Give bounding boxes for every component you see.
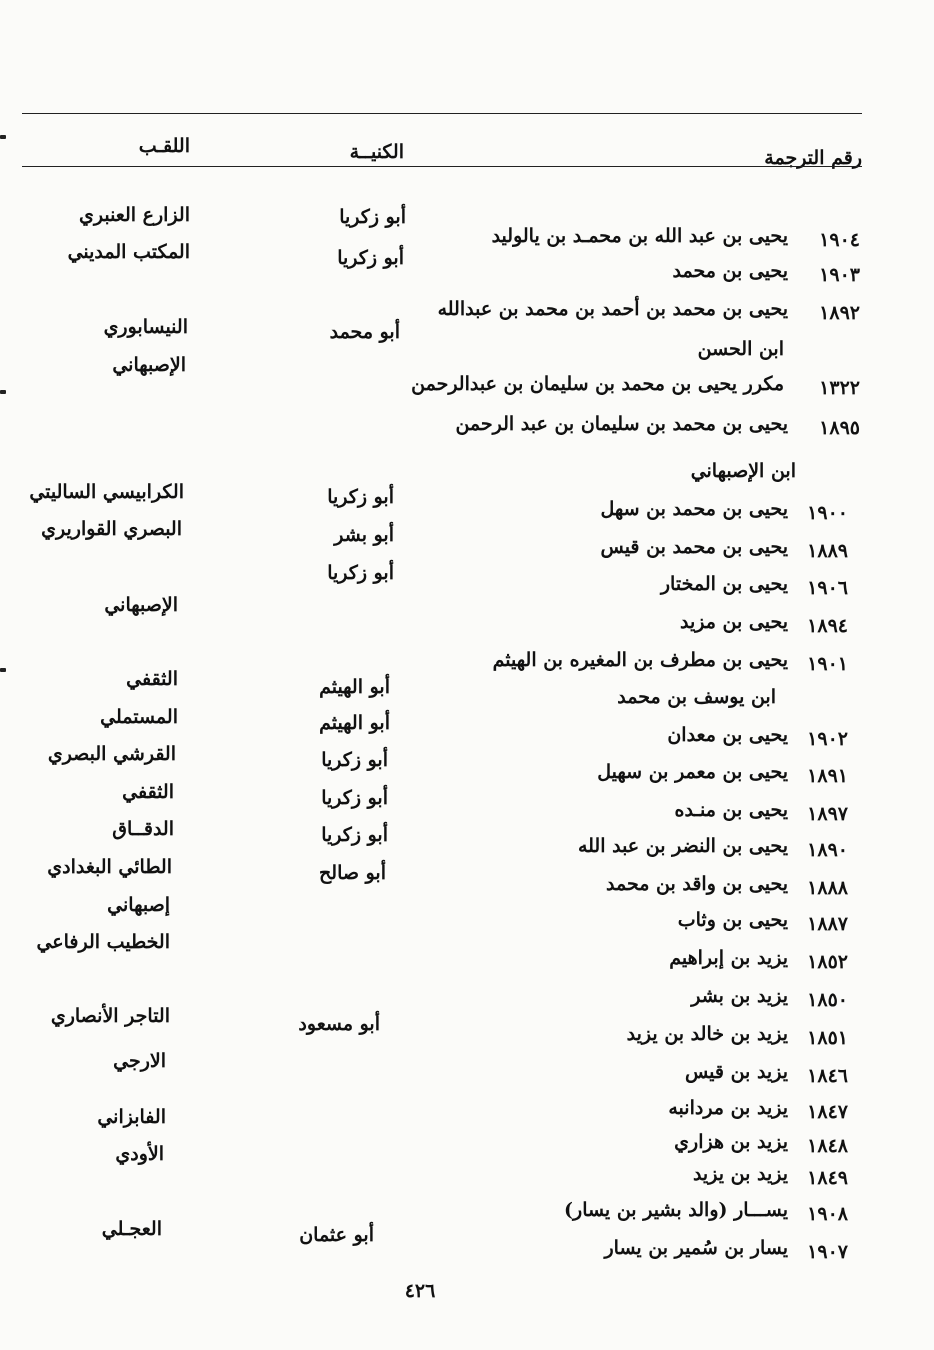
header-kunya: الكنيــة [349, 141, 404, 163]
scan-speck [0, 668, 6, 672]
entry-number: ١٩٠٠ [807, 502, 848, 524]
kunya-text: أبو مسعود [298, 1013, 380, 1035]
entry-name: يحيى بن وثاب [677, 909, 788, 931]
entry-name: يحيى بن منـده [674, 799, 788, 821]
entry-name: يحيى بن معمر بن سهيل [597, 761, 788, 783]
kunya-text: أبو زكريا [327, 486, 394, 508]
entry-number: ١٨٨٧ [807, 913, 848, 935]
kunya-text: أبو زكريا [321, 824, 388, 846]
laqab-text: الإصبهاني [104, 594, 178, 616]
entry-name: يحيى بن عبد الله بن محمـد بن يالوليد [491, 225, 788, 247]
kunya-text: أبو الهيثم [319, 712, 390, 734]
laqab-text: الدقــاق [112, 818, 174, 840]
entry-name: يحيى بن مزيد [679, 611, 788, 633]
entry-name: يســـار (والد بشير بن يسار) [564, 1199, 788, 1221]
entry-number: ١٩٠٨ [807, 1203, 848, 1225]
kunya-text: أبو الهيثم [319, 676, 390, 698]
entry-number: ١٨٩٥ [819, 417, 860, 439]
kunya-text: أبو زكريا [339, 206, 406, 228]
header-laqab: اللقـب [138, 135, 190, 157]
entry-name: يحيى بن المختار [660, 573, 788, 595]
entry-number: ١٨٤٩ [807, 1167, 848, 1189]
laqab-text: التاجر الأنصاري [50, 1005, 170, 1027]
laqab-text: الطائي البغدادي [47, 856, 172, 878]
kunya-text: أبو زكريا [337, 247, 404, 269]
page-number: ٤٢٦ [404, 1280, 436, 1302]
kunya-text: أبو عثمان [299, 1224, 374, 1246]
kunya-text: أبو زكريا [327, 562, 394, 584]
entry-number: ١٨٥٠ [807, 989, 848, 1011]
scan-speck [0, 135, 6, 139]
entry-number: ١٨٨٨ [807, 877, 848, 899]
entry-name: يزيد بن إبراهيم [669, 947, 788, 969]
entry-number: ١٩٠١ [807, 653, 848, 675]
kunya-text: أبو زكريا [321, 787, 388, 809]
entry-number: ١٨٩٠ [807, 839, 848, 861]
entry-number: ١٨٥٢ [807, 951, 848, 973]
kunya-text: أبو صالح [319, 862, 386, 884]
entry-name: يحيى بن محمد [672, 260, 788, 282]
entry-name: يحيى بن محمد بن أحمد بن محمد بن عبدالله [437, 298, 788, 320]
header-rule [22, 166, 862, 167]
entry-name: ابن الحسن [697, 338, 784, 360]
laqab-text: الثقفي [122, 781, 174, 803]
entry-number: ١٨٩٤ [807, 615, 848, 637]
entry-number: ١٩٠٦ [807, 577, 848, 599]
entry-name: يحيى بن محمد بن قيس [600, 536, 788, 558]
laqab-text: الخطيب الرفاعي [36, 931, 170, 953]
laqab-text: المستملي [100, 706, 178, 728]
entry-name: يحيى بن مطرف بن المغيره بن الهيثم [492, 649, 788, 671]
laqab-text: الأودي [115, 1143, 164, 1165]
entry-number: ١٩٠٣ [819, 264, 860, 286]
laqab-text: الكرابيسي الساليتي [29, 481, 184, 503]
entry-number: ١٨٨٩ [807, 540, 848, 562]
entry-number: ١٨٤٧ [807, 1101, 848, 1123]
entry-name: يحيى بن معدان [667, 724, 788, 746]
entry-number: ١٨٤٦ [807, 1065, 848, 1087]
entry-name: ابن الإصبهاني [690, 460, 796, 482]
entry-name: يزيد بن يزيد [692, 1163, 788, 1185]
laqab-text: الفابزاني [97, 1106, 166, 1128]
entry-number: ١٨٩٧ [807, 803, 848, 825]
kunya-text: أبو محمد [329, 321, 400, 343]
laqab-text: الارجي [113, 1050, 166, 1072]
top-rule [22, 113, 862, 114]
entry-name: ابن يوسف بن محمد [617, 686, 776, 708]
kunya-text: أبو بشر [334, 524, 394, 546]
entry-number: ١٣٢٢ [819, 377, 860, 399]
entry-name: يزيد بن هزاري [674, 1131, 788, 1153]
entry-name: يحيى بن واقد بن محمد [606, 873, 788, 895]
entry-name: يزيد بن قيس [684, 1061, 788, 1083]
entry-number: ١٨٩١ [807, 765, 848, 787]
laqab-text: البصري القواريري [41, 518, 182, 540]
laqab-text: الثقفي [126, 668, 178, 690]
scan-speck [0, 390, 6, 394]
entry-number: ١٩٠٢ [807, 728, 848, 750]
laqab-text: العجـلي [101, 1218, 162, 1240]
entry-number: ١٨٥١ [807, 1027, 848, 1049]
entry-name: يزيد بن مردانبه [668, 1097, 788, 1119]
entry-number: ١٩٠٤ [819, 229, 860, 251]
entry-name: يزيد بن خالد بن يزيد [626, 1023, 788, 1045]
laqab-text: المكتب المديني [67, 241, 190, 263]
laqab-text: إصبهاني [107, 894, 170, 916]
laqab-text: القرشي البصري [47, 743, 176, 765]
entry-name: يحيى بن محمد بن سليمان بن عبد الرحمن [455, 413, 788, 435]
entry-name: يحيى بن محمد بن سهل [600, 498, 788, 520]
entry-number: ١٨٩٢ [819, 302, 860, 324]
laqab-text: النيسابوري [103, 316, 188, 338]
entry-name: يحيى بن النضر بن عبد الله [577, 835, 788, 857]
header-number: رقم الترجمة [764, 147, 862, 169]
entry-number: ١٨٤٨ [807, 1135, 848, 1157]
entry-number: ١٩٠٧ [807, 1241, 848, 1263]
entry-name: يسار بن سُمير بن يسار [604, 1237, 788, 1259]
entry-name: مكرر يحيى بن محمد بن سليمان بن عبدالرحمن [411, 373, 784, 395]
laqab-text: الإصبهاني [112, 354, 186, 376]
kunya-text: أبو زكريا [321, 749, 388, 771]
entry-name: يزيد بن بشر [691, 985, 788, 1007]
laqab-text: الزارع العنبري [78, 204, 190, 226]
